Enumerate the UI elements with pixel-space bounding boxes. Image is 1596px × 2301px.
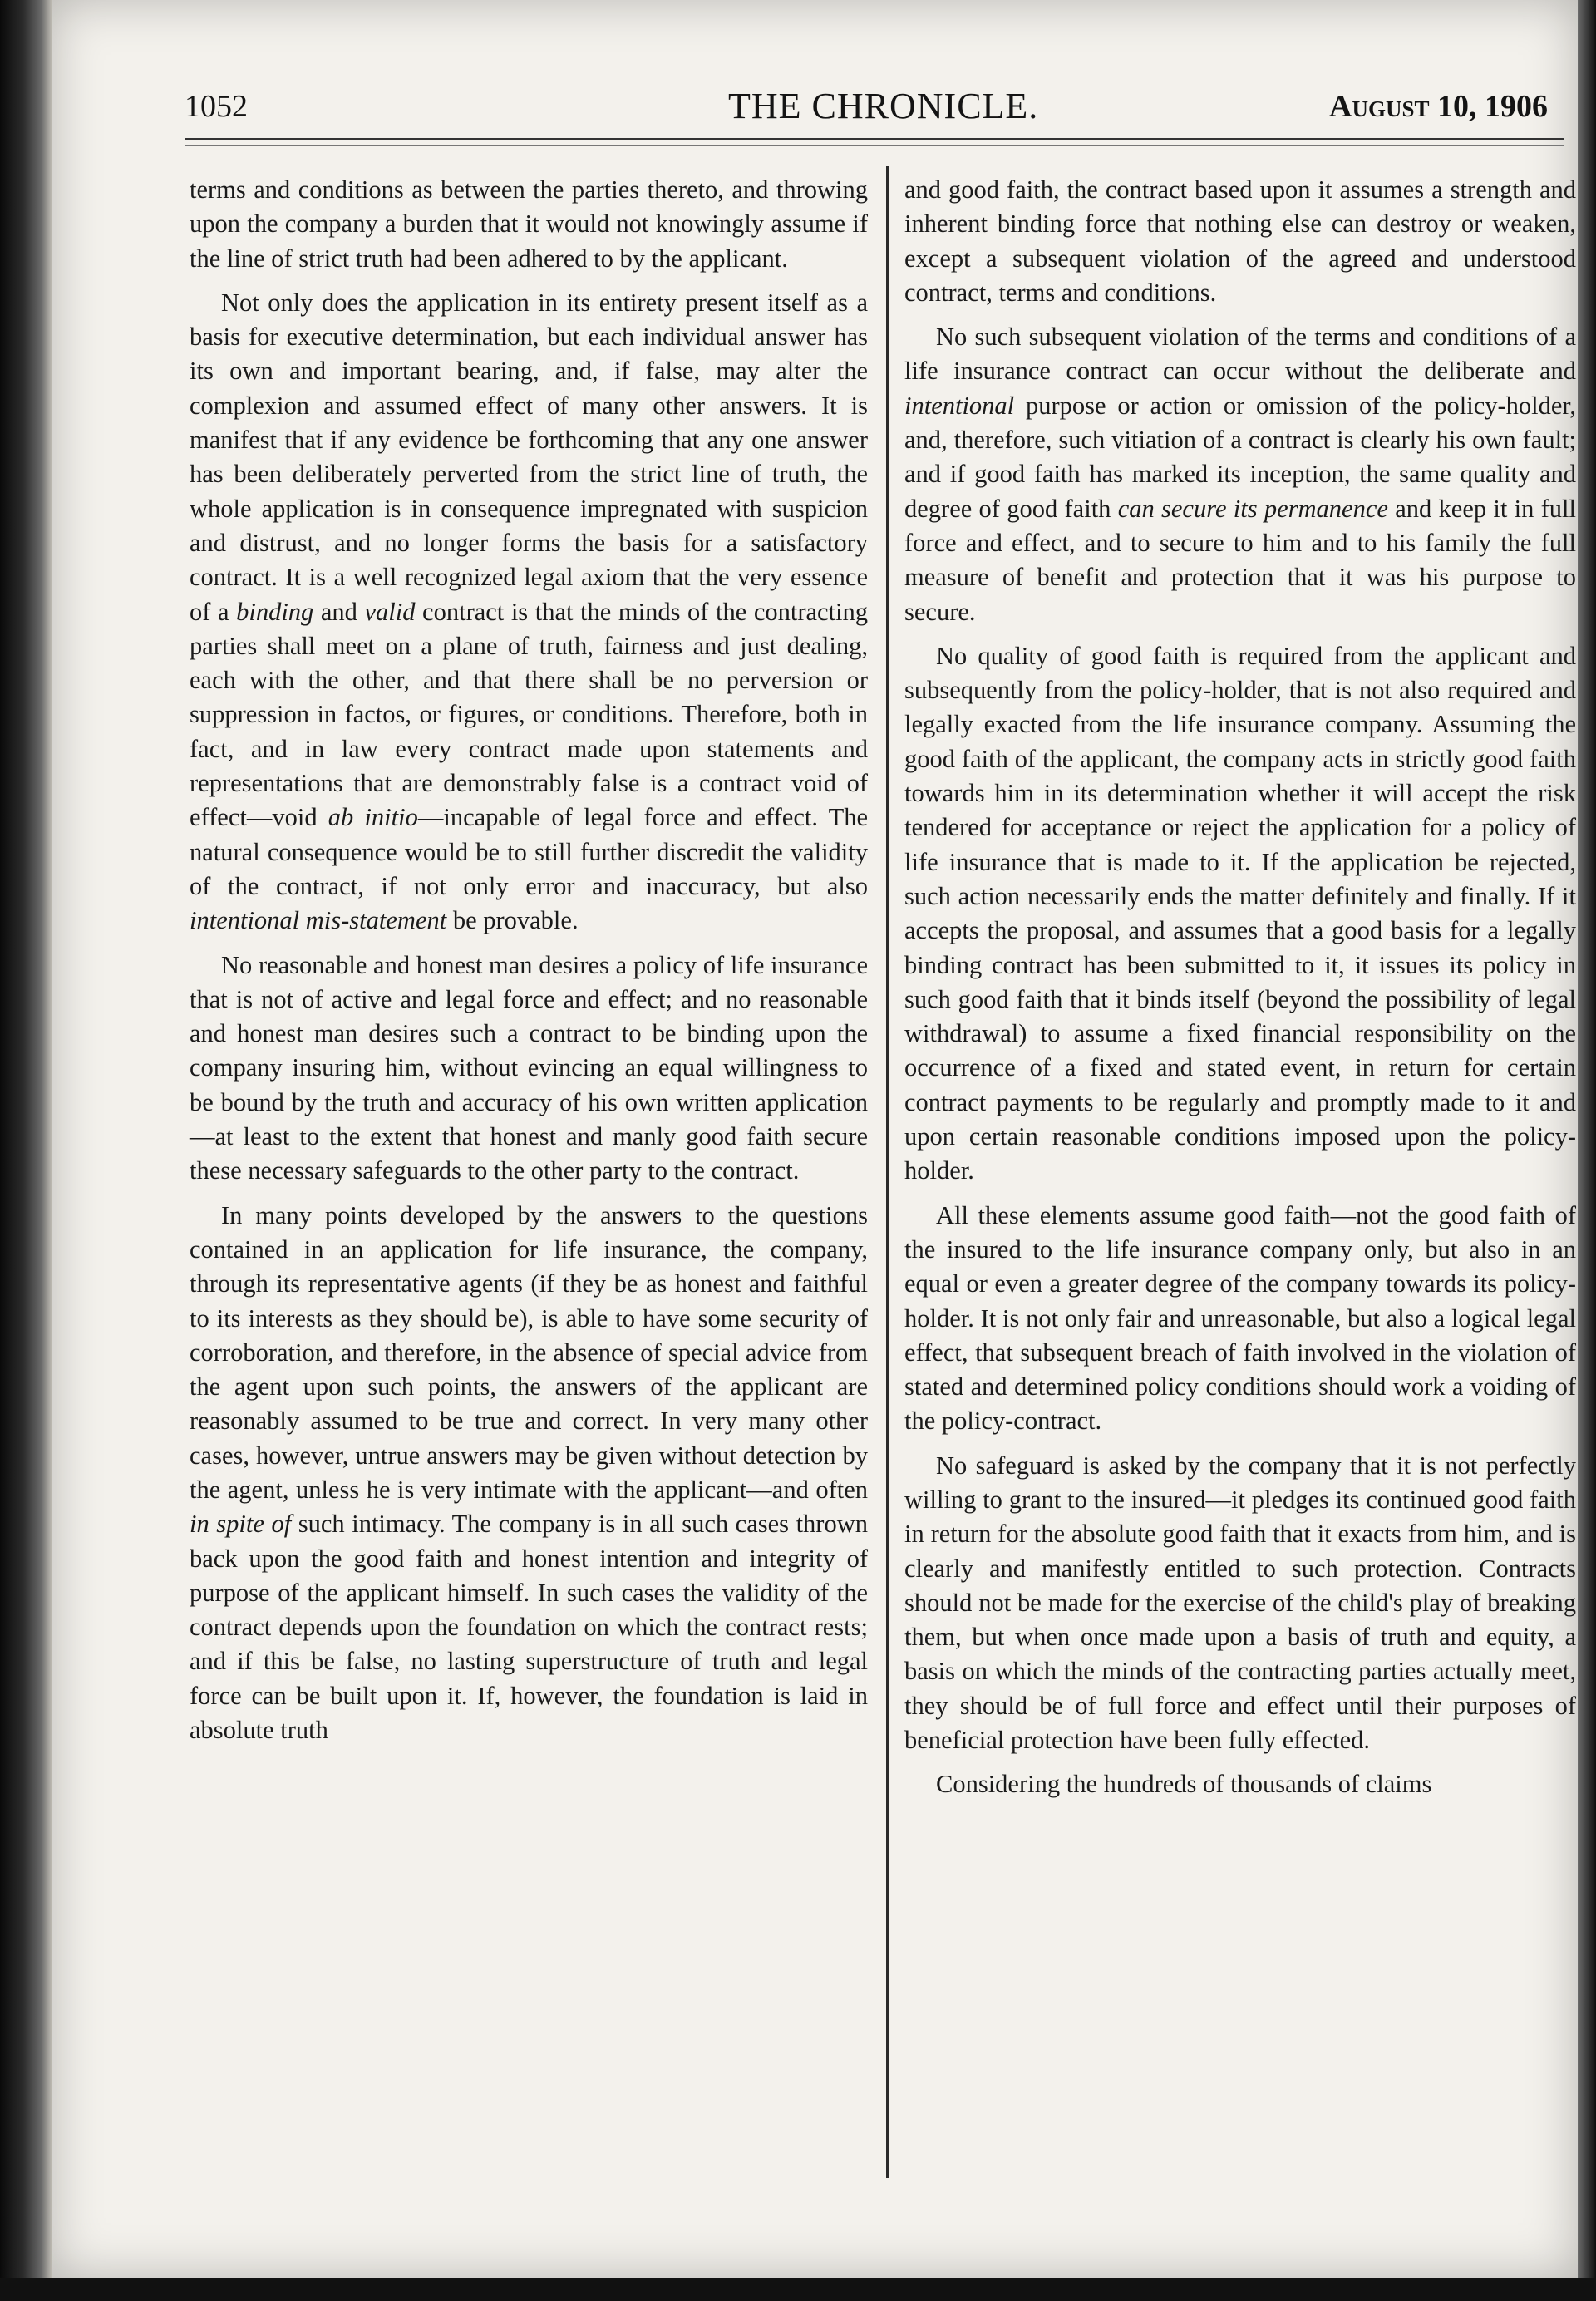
journal-title: THE CHRONICLE. <box>728 86 1039 126</box>
paragraph: No reasonable and honest man desires a policy of life insurance that is not of active and legal force and effect; and no reasonable and honest man desires such a contract to be binding upon the company insuring him, without evincing an equal willingness to be bound by the truth and accuracy of his own written application—at least to the extent that honest and manly good faith secure these necessary safeguards to the other party to the contract. <box>190 950 868 1185</box>
scan-bottom-edge <box>0 2278 1596 2301</box>
paragraph: and good faith, the contract based upon it assumes a strength and inherent binding force that nothing else can destroy or weaken, except a subsequent violation of the agreed and understood contract, terms and conditions. <box>904 175 1576 307</box>
page-number: 1052 <box>185 89 248 124</box>
italic-text: intentional mis-statement <box>190 906 447 935</box>
italic-text: intentional <box>904 391 1015 420</box>
paragraph: No such subsequent violation of the terms and conditions of a life insurance contract can occur without the deliberate and intentional purpose or action or omission of the policy-holder, and, therefore, such vitiation of a contract is clearly his own fault; and if good faith has marked its inception, the same quality and degree of good faith can secure its permanence and keep it in full force and effect, and to secure to him and to his family the full measure of benefit and protection that it was his purpose to secure. <box>904 323 1576 626</box>
paragraph: Considering the hundreds of thousands of claims <box>936 1770 1432 1799</box>
paragraph: No safeguard is asked by the company that it is not perfectly willing to grant to the insured—it pledges its continued good faith in return for the absolute good faith that it exacts from him, and is clearly and manifestly entitled to such protection. Contracts should not be made for the exercise of the child's play of breaking them, but when once made upon a basis of truth and equity, a basis on which the minds of the contracting parties actually meet, they should be of full force and effect until their purposes of beneficial protection have been fully effected. <box>904 1451 1576 1755</box>
italic-text: ab initio <box>328 803 418 832</box>
paragraph: terms and conditions as between the parties thereto, and throwing upon the company a burden that it would not knowingly assume if the line of strict truth had been adhered to by the applicant. <box>190 175 868 273</box>
paragraph: No quality of good faith is required from the applicant and subsequently from the policy-holder, that is not also required and legally exacted from the life insurance company. Assuming the good faith of the applicant, the company acts in strictly good faith towards him in its determination whether it will accept the risk tendered for acceptance or reject the application for a policy of life insurance that is made to it. If the application be rejected, such action necessarily ends the matter definitely and finally. If it accepts the proposal, and assumes that a good basis for a legally binding contract has been submitted to it, it issues its policy in such good faith that it binds itself (beyond the possibility of legal withdrawal) to assume a fixed financial responsibility on the occurrence of a fixed and stated event, in return for certain contract payments to be regularly and promptly made to it and upon certain reasonable conditions imposed upon the policy-holder. <box>904 641 1576 1185</box>
scan-binding-edge <box>0 0 52 2301</box>
scan-right-edge <box>1578 0 1596 2301</box>
italic-text: valid <box>364 597 416 626</box>
issue-date: August 10, 1906 <box>1329 89 1548 124</box>
paragraph: Not only does the application in its entirety present itself as a basis for executive determination, but each individual answer has its own and important bearing, and, if false, may alter the complexion and assumed effect of many other answers. It is manifest that if any evidence be forthcoming that any one answer has been deliberately perverted from the strict line of truth, the whole application is in consequence impregnated with suspicion and distrust, and no longer forms the basis for a satisfactory contract. It is a well recognized legal axiom that the very essence of a binding and valid contract is that the minds of the contracting parties shall meet on a plane of truth, fairness and just dealing, each with the other, and that there shall be no perversion or suppression in factos, or figures, or conditions. Therefore, both in fact, and in law every contract made upon statements and representations that are demonstrably false is a contract void of effect—void ab initio—incapable of legal force and effect. The natural consequence would be to still further discredit the validity of the contract, if not only error and inaccuracy, but also intentional mis-statement be provable. <box>190 288 869 935</box>
page-header <box>185 80 1564 138</box>
header-rule <box>185 138 1564 146</box>
italic-text: can secure its permanence <box>1117 494 1388 523</box>
right-column <box>904 173 1576 1812</box>
left-column <box>190 173 868 1757</box>
italic-text: in spite of <box>190 1510 292 1539</box>
paragraph: All these elements assume good faith—not the good faith of the insured to the life insurance company only, but also in an equal or even a greater degree of the company towards its policy-holder. It is not only fair and unreasonable, but also a logical legal effect, that subsequent breach of faith involved in the violation of stated and determined policy conditions should work a voiding of the policy-contract. <box>904 1200 1576 1436</box>
italic-text: binding <box>236 597 314 626</box>
paragraph: In many points developed by the answers to the questions contained in an application for life insurance, the company, through its representative agents (if they be as honest and faithful to its interests as they should be), is able to have some security of corroboration, and therefore, in the absence of special advice from the agent upon such points, the answers of the applicant are reasonably assumed to be true and correct. In very many other cases, however, untrue answers may be given without detection by the agent, unless he is very intimate with the applicant—and often in spite of such intimacy. The company is in all such cases thrown back upon the good faith and honest intention and integrity of purpose of the applicant himself. In such cases the validity of the contract depends upon the foundation on which the contract rests; and if this be false, no lasting superstructure of truth and legal force can be built upon it. If, however, the foundation is laid in absolute truth <box>190 1200 868 1745</box>
column-divider <box>886 166 889 2178</box>
